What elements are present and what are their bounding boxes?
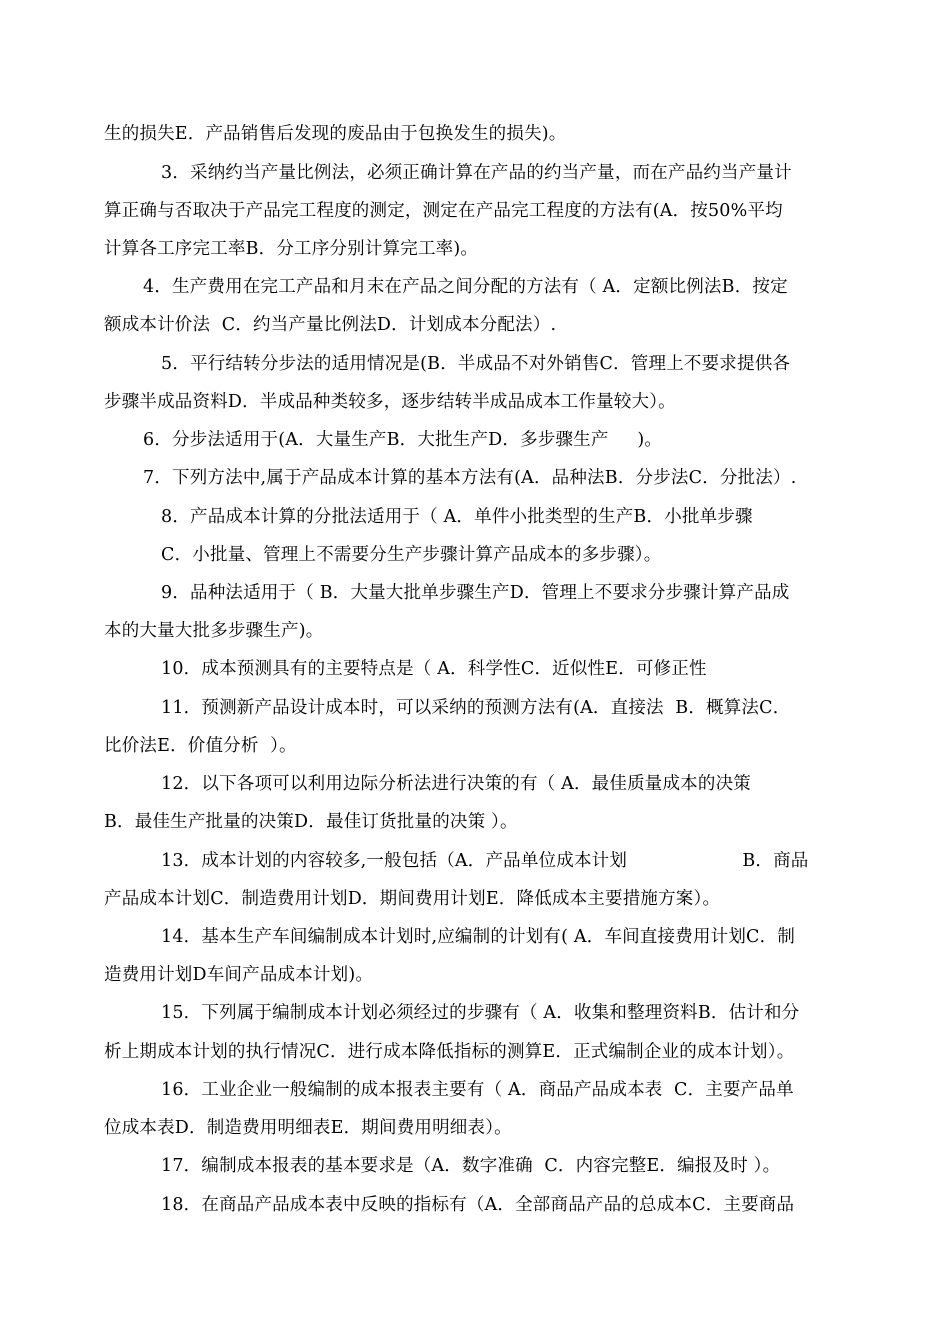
text-line: 17．编制成本报表的基本要求是（A．数字准确 C．内容完整E．编报及时 ）。 [161, 1156, 781, 1176]
text-line: 15．下列属于编制成本计划必须经过的步骤有（ A．收集和整理资料B．估计和分 [161, 1003, 800, 1023]
text-line: 8．产品成本计算的分批法适用于（ A．单件小批类型的生产B．小批单步骤 [161, 507, 753, 527]
text-line: 11．预测新产品设计成本时，可以采纳的预测方法有(A．直接法 B．概算法C． [161, 698, 791, 718]
text-line: 7．下列方法中,属于产品成本计算的基本方法有(A．品种法B．分步法C．分批法）. [143, 468, 797, 488]
text-line: 14．基本生产车间编制成本计划时,应编制的计划有( A．车间直接费用计划C．制 [161, 927, 796, 947]
text-line: 18．在商品产品成本表中反映的指标有（A．全部商品产品的总成本C．主要商品 [161, 1195, 795, 1215]
text-line: 额成本计价法 C．约当产量比例法D．计划成本分配法）. [104, 315, 557, 335]
text-line: 生的损失E．产品销售后发现的废品由于包换发生的损失)。 [104, 124, 567, 144]
text-line: 5．平行结转分步法的适用情况是(B．半成品不对外销售C．管理上不要求提供各 [161, 354, 791, 374]
text-line: 10．成本预测具有的主要特点是（ A．科学性C．近似性E．可修正性 [161, 659, 707, 679]
text-line: 造费用计划D车间产品成本计划)。 [104, 965, 374, 985]
text-line: 本的大量大批多步骤生产)。 [104, 621, 324, 641]
text-line: 位成本表D．制造费用明细表E．期间费用明细表）。 [104, 1118, 512, 1138]
text-line: B．最佳生产批量的决策D．最佳订货批量的决策 ）。 [104, 812, 518, 832]
text-line: 步骤半成品资料D．半成品种类较多，逐步结转半成品成本工作量较大）。 [104, 392, 676, 412]
text-line: 6．分步法适用于(A．大量生产B．大批生产D．多步骤生产 )。 [143, 430, 663, 450]
text-line: 9．品种法适用于（ B．大量大批单步骤生产D．管理上不要求分步骤计算产品成 [161, 583, 790, 603]
text-line: 16．工业企业一般编制的成本报表主要有（ A．商品产品成本表 C．主要产品单 [161, 1080, 794, 1100]
text-line: 算正确与否取决于产品完工程度的测定，测定在产品完工程度的方法有(A．按50%平均 [104, 201, 783, 221]
text-line: 析上期成本计划的执行情况C．进行成本降低指标的测算E．正式编制企业的成本计划）。 [104, 1042, 795, 1062]
text-line: 13．成本计划的内容较多,一般包括（A．产品单位成本计划 B．商品 [161, 851, 809, 871]
text-line: 3．采纳约当产量比例法，必须正确计算在产品的约当产量，而在产品约当产量计 [161, 163, 792, 183]
text-line: 计算各工序完工率B．分工序分别计算完工率)。 [104, 239, 479, 259]
text-line: 比价法E．价值分析 ）。 [104, 736, 297, 756]
text-line: 12．以下各项可以利用边际分析法进行决策的有（ A．最佳质量成本的决策 [161, 774, 751, 794]
text-line: C．小批量、管理上不需要分生产步骤计算产品成本的多步骤）。 [161, 545, 662, 565]
text-line: 产品成本计划C．制造费用计划D．期间费用计划E．降低成本主要措施方案）。 [104, 889, 721, 909]
text-line: 4．生产费用在完工产品和月末在产品之间分配的方法有（ A．定额比例法B．按定 [143, 277, 788, 297]
